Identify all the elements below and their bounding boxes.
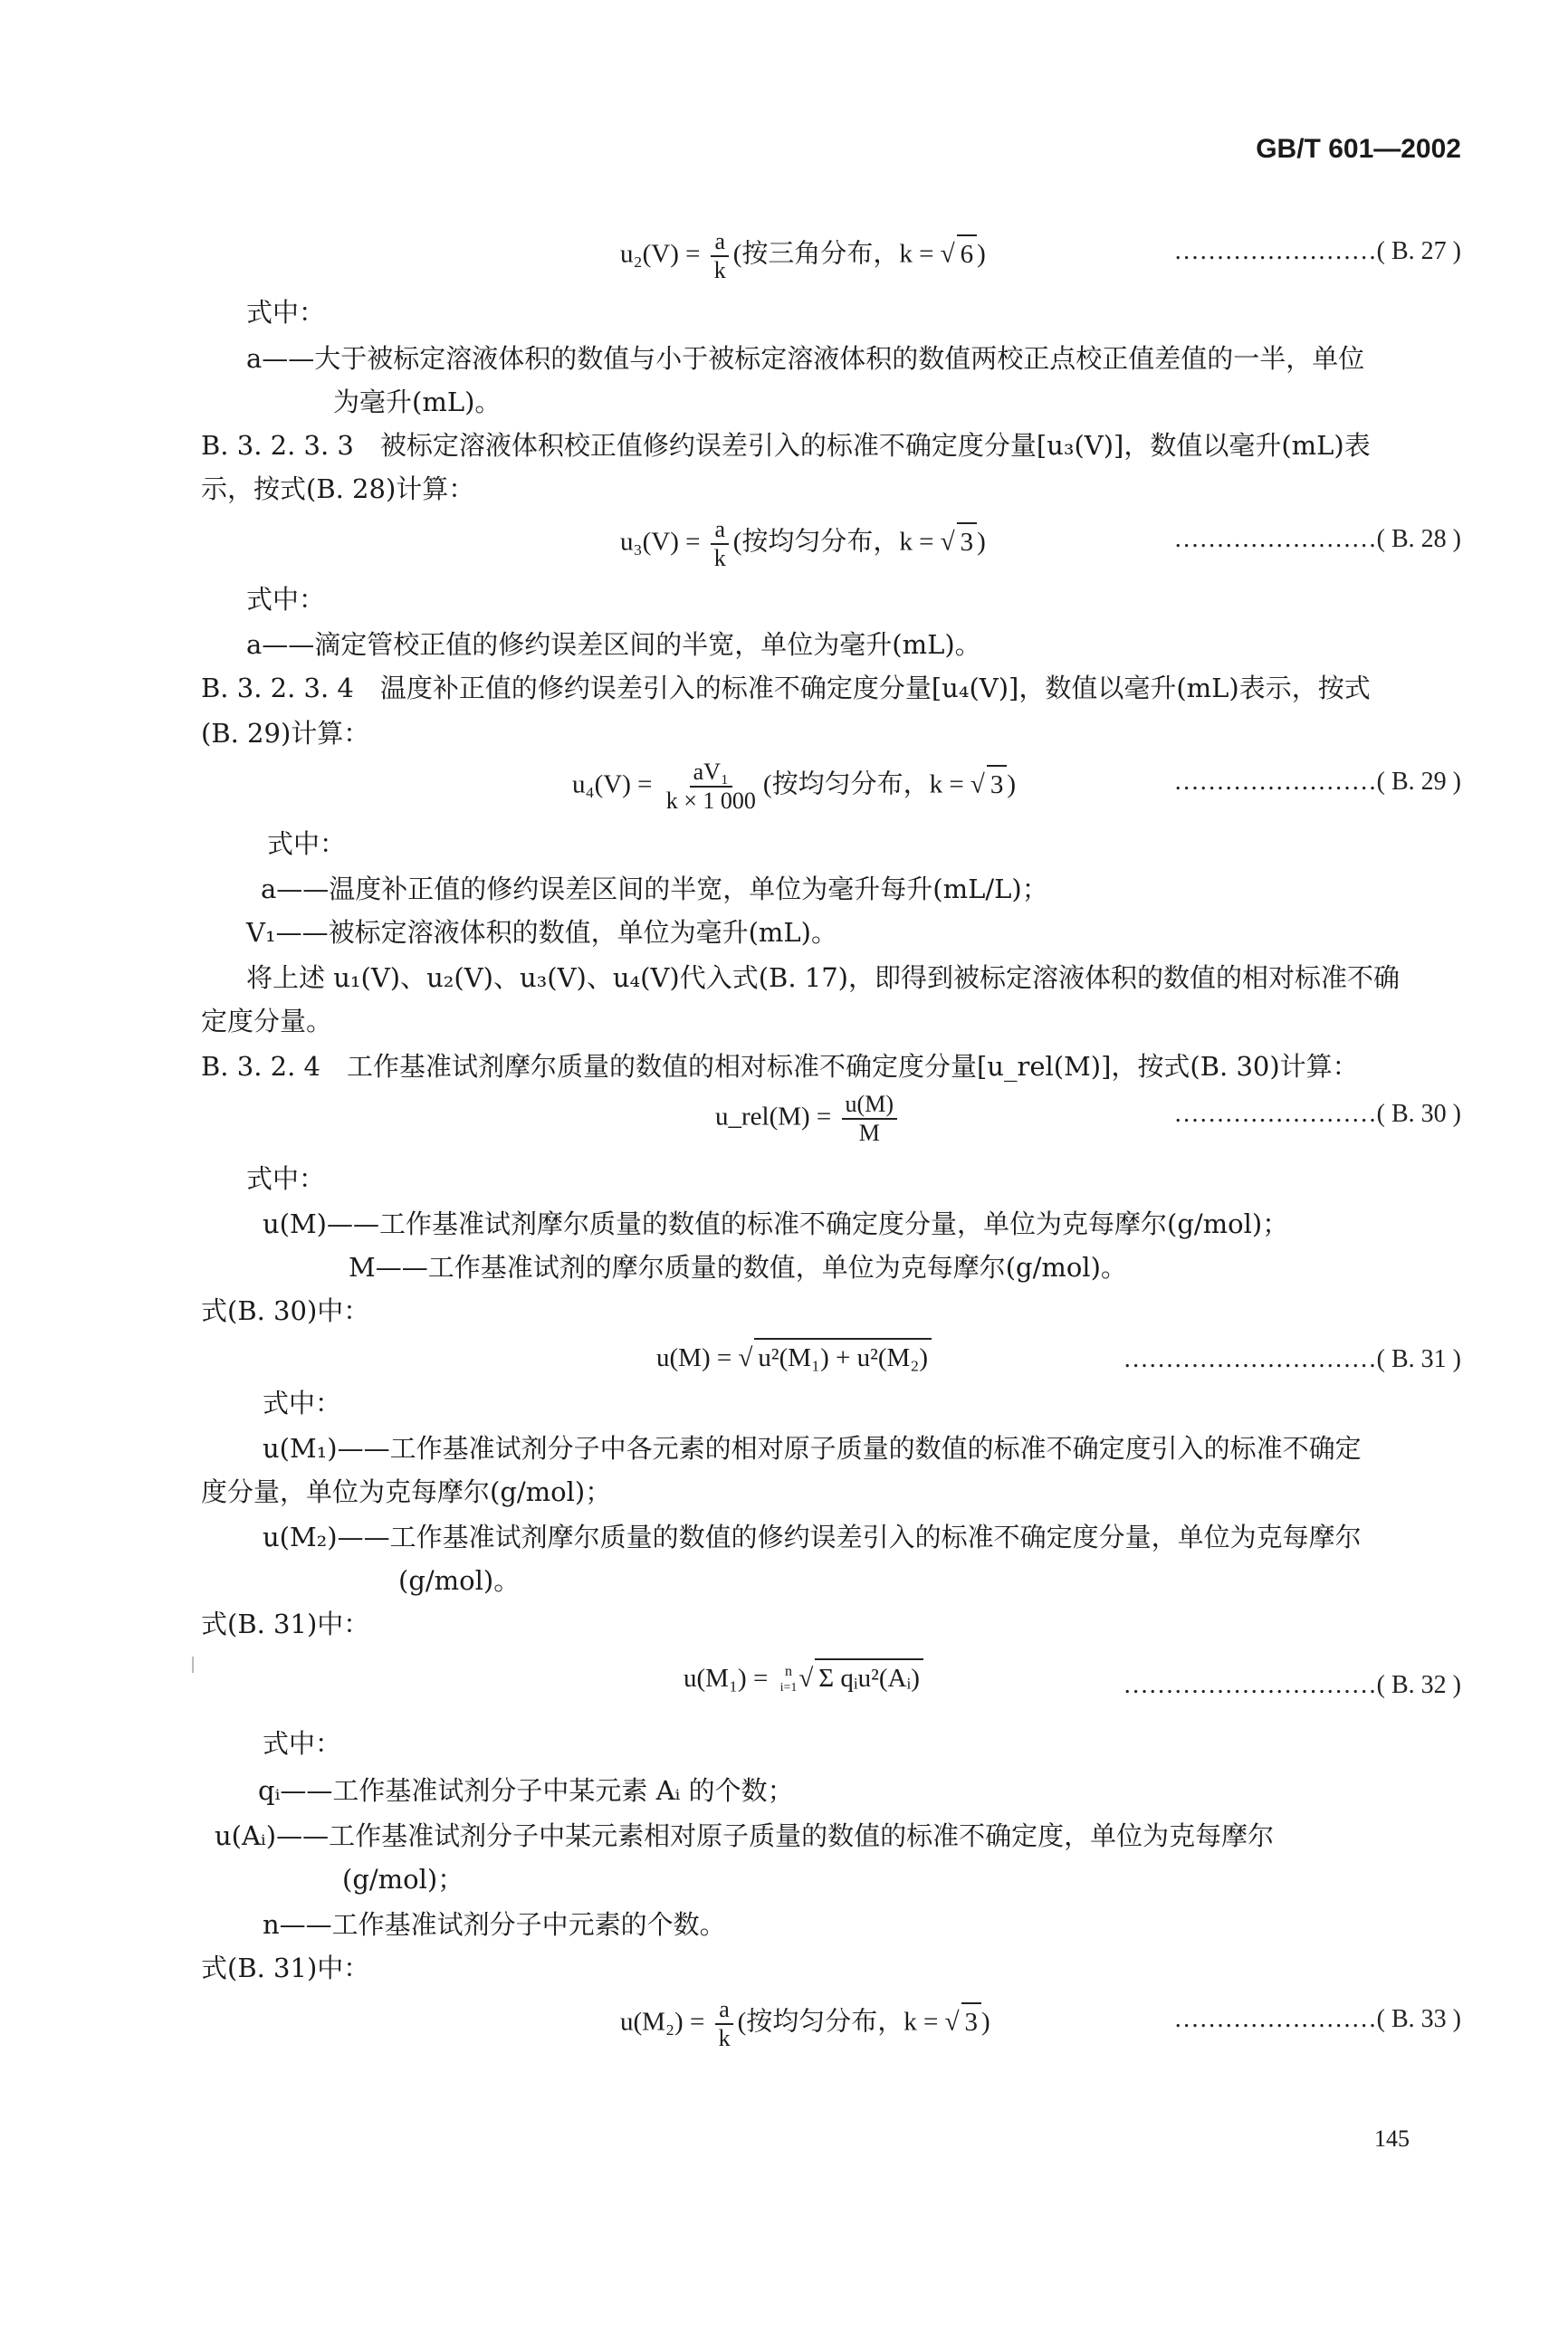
standard-code: GB/T 601—2002 [1256,134,1461,164]
eq-close: ) [981,2007,990,2037]
fraction [715,1996,734,2052]
text-line: 示，按式(B. 28)计算： [201,473,475,504]
eq-rest: (按均匀分布，k = [732,527,941,557]
numerator: u(M) [842,1091,897,1120]
text-line: B. 3. 2. 4 工作基准试剂摩尔质量的数值的相对标准不确定度分量[u_rel(M)]，按式(B. 30)计算： [201,1051,1359,1082]
sum-lower-limit: i=1 [779,1681,798,1695]
fraction [663,759,760,815]
eq-lhs: u₂(V) = [620,239,701,269]
eq-rest: (按均匀分布，k = [737,2007,945,2037]
denominator: M [858,1120,880,1146]
text-line: qᵢ——工作基准试剂分子中某元素 Aᵢ 的个数； [258,1775,794,1806]
equation-b33: u(M₂) = $\frac{a}{k}$ (按均匀分布，k = √ 3 ) [620,1996,990,2051]
fraction [711,228,730,284]
denominator: k [713,545,726,571]
text-line: 定度分量。 [201,1006,333,1036]
text-line: n——工作基准试剂分子中元素的个数。 [263,1909,726,1940]
text-line: 式(B. 30)中： [201,1295,370,1326]
text-line: (B. 29)计算： [201,718,370,749]
text-line: a——温度补正值的修约误差区间的半宽，单位为毫升每升(mL/L)； [261,874,1048,904]
numerator: a [715,1996,733,2025]
text-line: 度分量，单位为克每摩尔(g/mol)； [201,1476,612,1507]
equation-number-b33: ……………………( B. 33 ) [1173,2005,1461,2033]
text-line: u(M₁)——工作基准试剂分子中各元素的相对原子质量的数值的标准不确定度引入的标准不确定 [263,1433,1362,1464]
scan-mark [192,1657,194,1673]
page-number: 145 [1374,2125,1410,2152]
fraction [711,516,730,572]
text-line: 式中： [267,828,347,859]
text-line: 式中： [246,584,326,615]
sum-upper-limit: n [784,1664,792,1680]
eq-lhs: u₄(V) = [572,769,653,799]
text-line: a——大于被标定溶液体积的数值与小于被标定溶液体积的数值两校正点校正值差值的一半，单位 [246,343,1365,374]
text-line: B. 3. 2. 3. 4 温度补正值的修约误差引入的标准不确定度分量[u₄(V)]，数值以毫升(mL)表示，按式 [201,673,1371,703]
text-line: 为毫升(mL)。 [333,387,502,417]
numerator: a [711,516,729,545]
equation-b28: u₃(V) = $\frac{a}{k}$ (按均匀分布，k = √ 3 ) [620,516,986,571]
equation-b30 [715,1091,901,1147]
radicand: 3 [957,522,978,560]
text-line: M——工作基准试剂的摩尔质量的数值，单位为克每摩尔(g/mol)。 [349,1252,1127,1283]
text-line: 式(B. 31)中： [201,1953,370,1983]
equation-b32: u(M₁) = n i=1 √ Σ qᵢu²(Aᵢ) [684,1658,923,1696]
eq-lhs: u(M₂) = [620,2007,705,2037]
denominator: k [718,2025,731,2051]
radicand: Σ qᵢu²(Aᵢ) [815,1658,923,1696]
text-line: 将上述 u₁(V)、u₂(V)、u₃(V)、u₄(V)代入式(B. 17)，即得到被标定溶液体积的数值的相对标准不确 [246,962,1400,993]
eq-close: ) [977,527,986,557]
text-line: B. 3. 2. 3. 3 被标定溶液体积校正值修约误差引入的标准不确定度分量[u₃(V)]，数值以毫升(mL)表 [201,430,1371,461]
denominator: k [713,257,726,283]
text-line: 式中： [263,1388,342,1418]
radicand: 3 [987,765,1008,803]
eq-close: ) [977,239,986,269]
eq-rest: (按三角分布，k = [732,239,941,269]
text-line: 式(B. 31)中： [201,1609,370,1639]
equation-b27: u₂(V) = $\frac{a}{k}$ (按三角分布，k = √ 6 ) [620,228,986,283]
equation-number-b32: …………………………( B. 32 ) [1123,1671,1461,1699]
eq-lhs: u_rel(M) = [715,1102,832,1132]
eq-lhs: u(M₁) = [684,1664,769,1693]
text-line: a——滴定管校正值的修约误差区间的半宽，单位为毫升(mL)。 [246,629,981,660]
text-line: V₁——被标定溶液体积的数值，单位为毫升(mL)。 [246,917,837,948]
eq-close: ) [1007,769,1017,799]
equation-b29: u₄(V) = $\frac{\text{aV₁}}{k \times 1 000}$ (按均匀分布，k = √ 3 ) [572,759,1017,814]
radicand: 6 [957,234,978,272]
text-line: (g/mol)； [342,1864,464,1895]
equation-number-b29: ……………………( B. 29 ) [1173,768,1461,796]
numerator: aV₁ [690,759,732,788]
radicand: u²(M₁) + u²(M₂) [754,1338,932,1376]
equation-number-b30: ……………………( B. 30 ) [1173,1100,1461,1128]
equation-number-b27: ……………………( B. 27 ) [1173,237,1461,265]
equation-number-b28: ……………………( B. 28 ) [1173,525,1461,553]
text-line: 式中： [246,1163,326,1194]
eq-lhs: u(M) = [656,1343,732,1372]
radicand: 3 [961,2002,982,2040]
eq-lhs: u₃(V) = [620,527,701,557]
numerator: a [711,228,729,257]
text-line: 式中： [246,297,326,328]
eq-rest: (按均匀分布，k = [762,769,970,799]
fraction [842,1091,897,1147]
text-line: 式中： [263,1728,342,1759]
denominator: k × 1 000 [665,788,756,814]
text-line: u(Aᵢ)——工作基准试剂分子中某元素相对原子质量的数值的标准不确定度，单位为克每摩尔 [215,1820,1275,1851]
text-line: u(M₂)——工作基准试剂摩尔质量的数值的修约误差引入的标准不确定度分量，单位为克每摩尔 [263,1522,1362,1552]
text-line: u(M)——工作基准试剂摩尔质量的数值的标准不确定度分量，单位为克每摩尔(g/mol)； [263,1208,1289,1239]
text-line: (g/mol)。 [398,1565,521,1596]
sum-limits [780,1664,798,1696]
equation-number-b31: …………………………( B. 31 ) [1123,1345,1461,1373]
equation-b31: u(M) = √ u²(M₁) + u²(M₂) [656,1338,932,1376]
